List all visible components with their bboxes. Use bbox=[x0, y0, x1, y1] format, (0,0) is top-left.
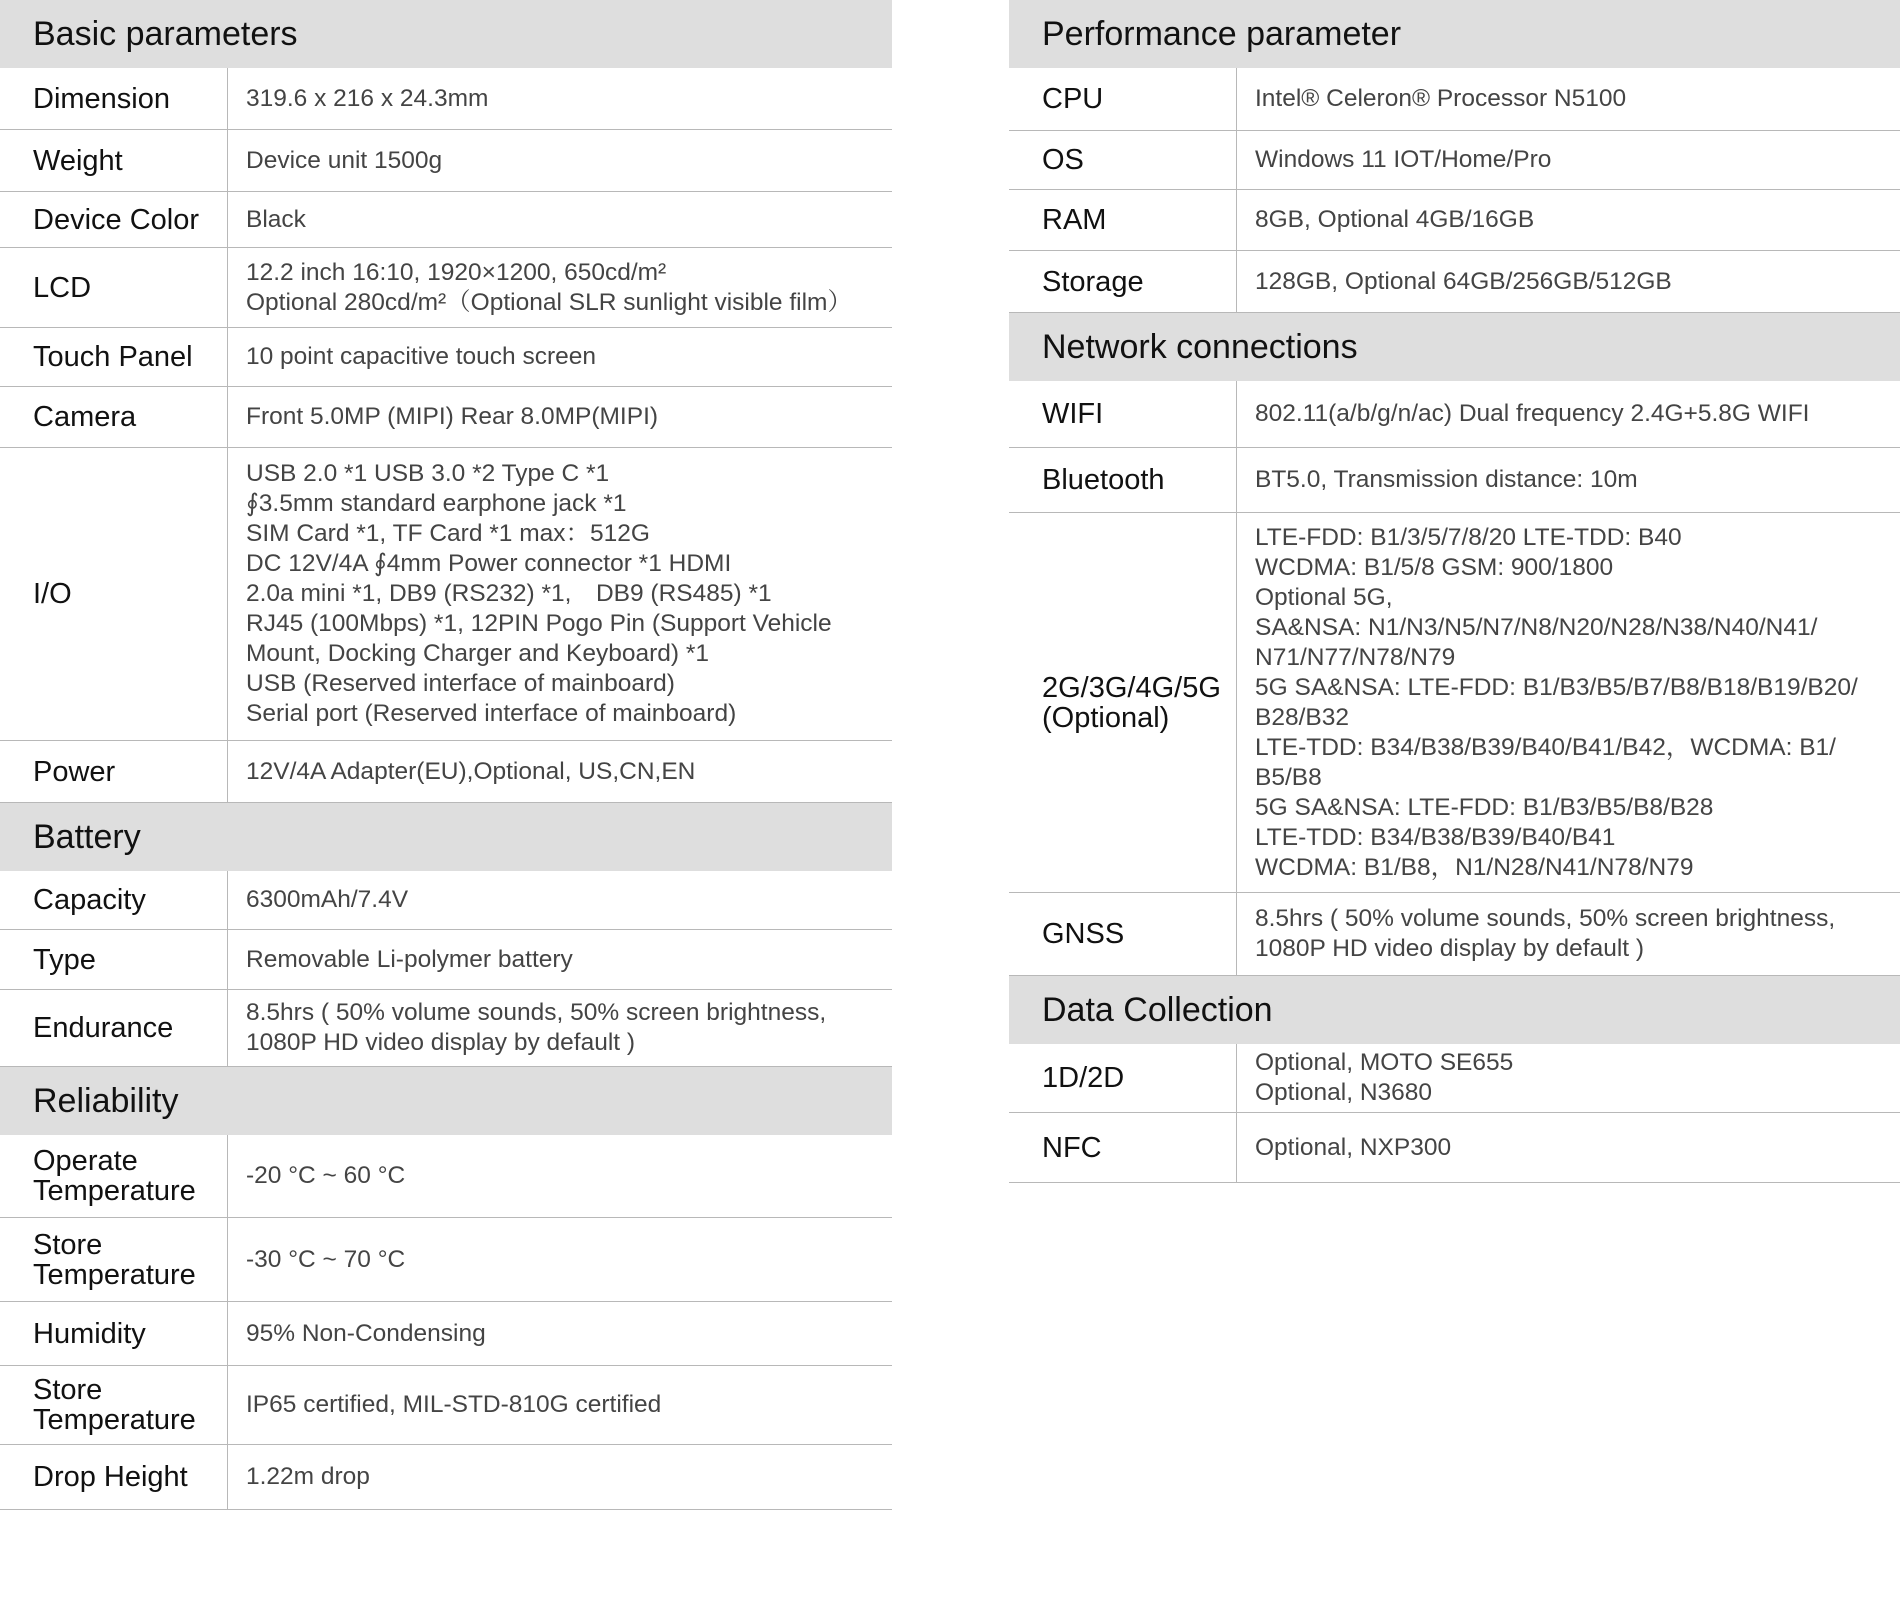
spec-value bbox=[228, 871, 892, 929]
spec-row bbox=[0, 1445, 892, 1510]
spec-label bbox=[0, 1302, 228, 1365]
spec-row bbox=[1009, 513, 1900, 893]
spec-label bbox=[1009, 131, 1237, 189]
spec-value bbox=[228, 1445, 892, 1509]
spec-value bbox=[228, 1302, 892, 1365]
spec-label-text: Capacity bbox=[33, 884, 146, 916]
spec-value bbox=[228, 130, 892, 191]
spec-row bbox=[1009, 131, 1900, 190]
spec-value-text: 12.2 inch 16:10, 1920×1200, 650cd/m² Optional 280cd/m²（Optional SLR sunlight visible film） bbox=[246, 258, 852, 316]
right-spec-column bbox=[1009, 0, 1900, 1183]
spec-value bbox=[1237, 68, 1900, 130]
spec-row bbox=[0, 192, 892, 248]
spec-label-text: Camera bbox=[33, 401, 137, 433]
spec-value-text: Device unit 1500g bbox=[246, 146, 443, 174]
spec-label-text: OS bbox=[1042, 144, 1084, 176]
spec-label bbox=[1009, 190, 1237, 250]
spec-value bbox=[1237, 448, 1900, 512]
spec-value-text: 802.11(a/b/g/n/ac) Dual frequency 2.4G+5.8G WIFI bbox=[1255, 400, 1810, 427]
spec-label-text: Touch Panel bbox=[33, 341, 193, 373]
spec-label bbox=[1009, 381, 1237, 447]
spec-label bbox=[0, 741, 228, 802]
spec-label-text: Type bbox=[33, 943, 96, 976]
spec-label bbox=[1009, 1113, 1237, 1182]
spec-row bbox=[1009, 448, 1900, 513]
spec-value bbox=[228, 248, 892, 327]
section-header-performance-parameter: Performance parameter bbox=[1009, 0, 1900, 68]
spec-label bbox=[1009, 893, 1237, 975]
spec-value-text: Optional, NXP300 bbox=[1255, 1133, 1452, 1161]
spec-label bbox=[0, 387, 228, 447]
section-header-network-connections: Network connections bbox=[1009, 313, 1900, 381]
spec-row bbox=[0, 871, 892, 930]
spec-label bbox=[0, 930, 228, 989]
spec-label-text: 1D/2D bbox=[1042, 1062, 1125, 1094]
spec-label-text: Weight bbox=[33, 144, 123, 177]
spec-label-text: Dimension bbox=[33, 82, 170, 115]
spec-label bbox=[0, 248, 228, 327]
spec-value bbox=[1237, 381, 1900, 447]
spec-label bbox=[0, 192, 228, 247]
spec-label bbox=[0, 990, 228, 1066]
spec-value bbox=[228, 448, 892, 740]
spec-row bbox=[1009, 68, 1900, 131]
spec-row bbox=[0, 930, 892, 990]
spec-row bbox=[1009, 1044, 1900, 1113]
spec-value bbox=[1237, 190, 1900, 250]
spec-label bbox=[1009, 1044, 1237, 1112]
spec-label bbox=[1009, 68, 1237, 130]
spec-label-text: Device Color bbox=[33, 203, 199, 236]
spec-label-text: Humidity bbox=[33, 1317, 146, 1350]
spec-value-text: 6300mAh/7.4V bbox=[246, 886, 409, 913]
spec-row bbox=[0, 68, 892, 130]
spec-value-text: USB 2.0 *1 USB 3.0 *2 Type C *1 ∮3.5mm standard earphone jack *1 SIM Card *1, TF Card *1 max：512G DC 12V/4A ∮4mm Power connector *1 HDMI 2.0a mini *1, DB9 (RS232) *1, DB9 (RS485) *1 RJ45 (100Mbps) *1, 12PIN Pogo Pin (Support Vehicle Mount, Docking Charger and Keyboard) *1 USB (Reserved interface of mainboard) Serial port (Reserved interface of mainboard) bbox=[246, 460, 832, 727]
spec-value-text: Windows 11 IOT/Home/Pro bbox=[1255, 146, 1552, 173]
spec-value-text: LTE-FDD: B1/3/5/7/8/20 LTE-TDD: B40 WCDMA: B1/5/8 GSM: 900/1800 Optional 5G, SA&NSA: N1/N3/N5/N7/N8/N20/N28/N38/N40/N41/ N71/N77/N78/N79 5G SA&NSA: LTE-FDD: B1/B3/B5/B7/B8/B18/B19/B20/ B28/B32 LTE-TDD: B34/B38/B39/B40/B41/B42，WCDMA: B1/ B5/B8 5G SA&NSA: LTE-FDD: B1/B3/B5/B8/B28 LTE-TDD: B34/B38/B39/B40/B41 WCDMA: B1/B8，N1/N28/N41/N78/N79 bbox=[1255, 523, 1858, 881]
section-header-reliability: Reliability bbox=[0, 1067, 892, 1135]
spec-label bbox=[0, 1218, 228, 1301]
spec-label bbox=[0, 1366, 228, 1444]
spec-value-text: Intel® Celeron® Processor N5100 bbox=[1255, 85, 1627, 112]
spec-value bbox=[228, 328, 892, 386]
spec-row bbox=[0, 248, 892, 328]
spec-value-text: IP65 certified, MIL-STD-810G certified bbox=[246, 1391, 662, 1418]
left-spec-column bbox=[0, 0, 892, 1510]
spec-label bbox=[0, 328, 228, 386]
spec-label-text: CPU bbox=[1042, 83, 1104, 115]
spec-label-text: Bluetooth bbox=[1042, 464, 1165, 496]
spec-label-text: Power bbox=[33, 755, 116, 788]
spec-row bbox=[1009, 190, 1900, 251]
spec-row bbox=[0, 741, 892, 803]
spec-label-text: Store Temperature bbox=[33, 1374, 196, 1436]
spec-value-text: 319.6 x 216 x 24.3mm bbox=[246, 84, 489, 112]
spec-row bbox=[1009, 251, 1900, 313]
spec-label-text: WIFI bbox=[1042, 398, 1104, 430]
spec-value-text: -20 °C ~ 60 °C bbox=[246, 1162, 406, 1189]
spec-row bbox=[1009, 1113, 1900, 1183]
spec-value bbox=[228, 1218, 892, 1301]
spec-row bbox=[1009, 893, 1900, 976]
spec-label bbox=[0, 871, 228, 929]
spec-value-text: -30 °C ~ 70 °C bbox=[246, 1245, 406, 1273]
spec-row bbox=[0, 130, 892, 192]
spec-value bbox=[228, 192, 892, 247]
spec-value-text: 10 point capacitive touch screen bbox=[246, 343, 597, 370]
spec-row bbox=[0, 990, 892, 1067]
spec-value bbox=[228, 1135, 892, 1217]
spec-label-text: Endurance bbox=[33, 1012, 174, 1044]
spec-value-text: BT5.0, Transmission distance: 10m bbox=[1255, 466, 1638, 493]
spec-value bbox=[1237, 131, 1900, 189]
spec-label bbox=[0, 448, 228, 740]
spec-value-text: 12V/4A Adapter(EU),Optional, US,CN,EN bbox=[246, 757, 696, 785]
section-header-basic-parameters: Basic parameters bbox=[0, 0, 892, 68]
section-header-battery: Battery bbox=[0, 803, 892, 871]
spec-value-text: 8.5hrs ( 50% volume sounds, 50% screen brightness, 1080P HD video display by default ) bbox=[1255, 905, 1836, 962]
spec-label-text: Drop Height bbox=[33, 1461, 188, 1493]
spec-label bbox=[0, 1445, 228, 1509]
spec-label-text: NFC bbox=[1042, 1131, 1102, 1164]
spec-label-text: 2G/3G/4G/5G (Optional) bbox=[1042, 671, 1221, 734]
spec-label bbox=[1009, 251, 1237, 312]
spec-label-text: Operate Temperature bbox=[33, 1145, 196, 1207]
spec-value-text: 95% Non-Condensing bbox=[246, 1319, 486, 1347]
spec-value bbox=[1237, 1044, 1900, 1112]
spec-row bbox=[0, 1366, 892, 1445]
spec-label-text: LCD bbox=[33, 271, 92, 304]
spec-value bbox=[228, 68, 892, 129]
spec-value bbox=[228, 930, 892, 989]
spec-value-text: 1.22m drop bbox=[246, 1463, 370, 1490]
spec-value bbox=[1237, 893, 1900, 975]
spec-label bbox=[0, 68, 228, 129]
spec-value-text: 8GB, Optional 4GB/16GB bbox=[1255, 206, 1535, 233]
spec-value-text: Black bbox=[246, 205, 306, 233]
spec-value-text: Optional, MOTO SE655 Optional, N3680 bbox=[1255, 1049, 1514, 1106]
spec-row bbox=[0, 448, 892, 741]
spec-row bbox=[0, 387, 892, 448]
spec-row bbox=[0, 1302, 892, 1366]
spec-value-text: Removable Li-polymer battery bbox=[246, 945, 573, 973]
spec-label-text: Store Temperature bbox=[33, 1228, 196, 1291]
spec-label-text: Storage bbox=[1042, 265, 1144, 298]
spec-value bbox=[228, 387, 892, 447]
spec-label bbox=[1009, 513, 1237, 892]
spec-value bbox=[228, 741, 892, 802]
spec-value bbox=[228, 990, 892, 1066]
spec-value bbox=[1237, 1113, 1900, 1182]
spec-value bbox=[1237, 513, 1900, 892]
spec-label bbox=[0, 1135, 228, 1217]
spec-row bbox=[1009, 381, 1900, 448]
spec-value-text: Front 5.0MP (MIPI) Rear 8.0MP(MIPI) bbox=[246, 403, 659, 430]
spec-row bbox=[0, 328, 892, 387]
spec-label-text: RAM bbox=[1042, 204, 1107, 236]
section-header-data-collection: Data Collection bbox=[1009, 976, 1900, 1044]
spec-value-text: 8.5hrs ( 50% volume sounds, 50% screen brightness, 1080P HD video display by default ) bbox=[246, 999, 827, 1056]
spec-value bbox=[228, 1366, 892, 1444]
spec-label bbox=[0, 130, 228, 191]
spec-row bbox=[0, 1218, 892, 1302]
spec-label bbox=[1009, 448, 1237, 512]
spec-label-text: I/O bbox=[33, 578, 72, 610]
spec-label-text: GNSS bbox=[1042, 918, 1125, 950]
spec-value-text: 128GB, Optional 64GB/256GB/512GB bbox=[1255, 267, 1672, 295]
spec-row bbox=[0, 1135, 892, 1218]
spec-value bbox=[1237, 251, 1900, 312]
